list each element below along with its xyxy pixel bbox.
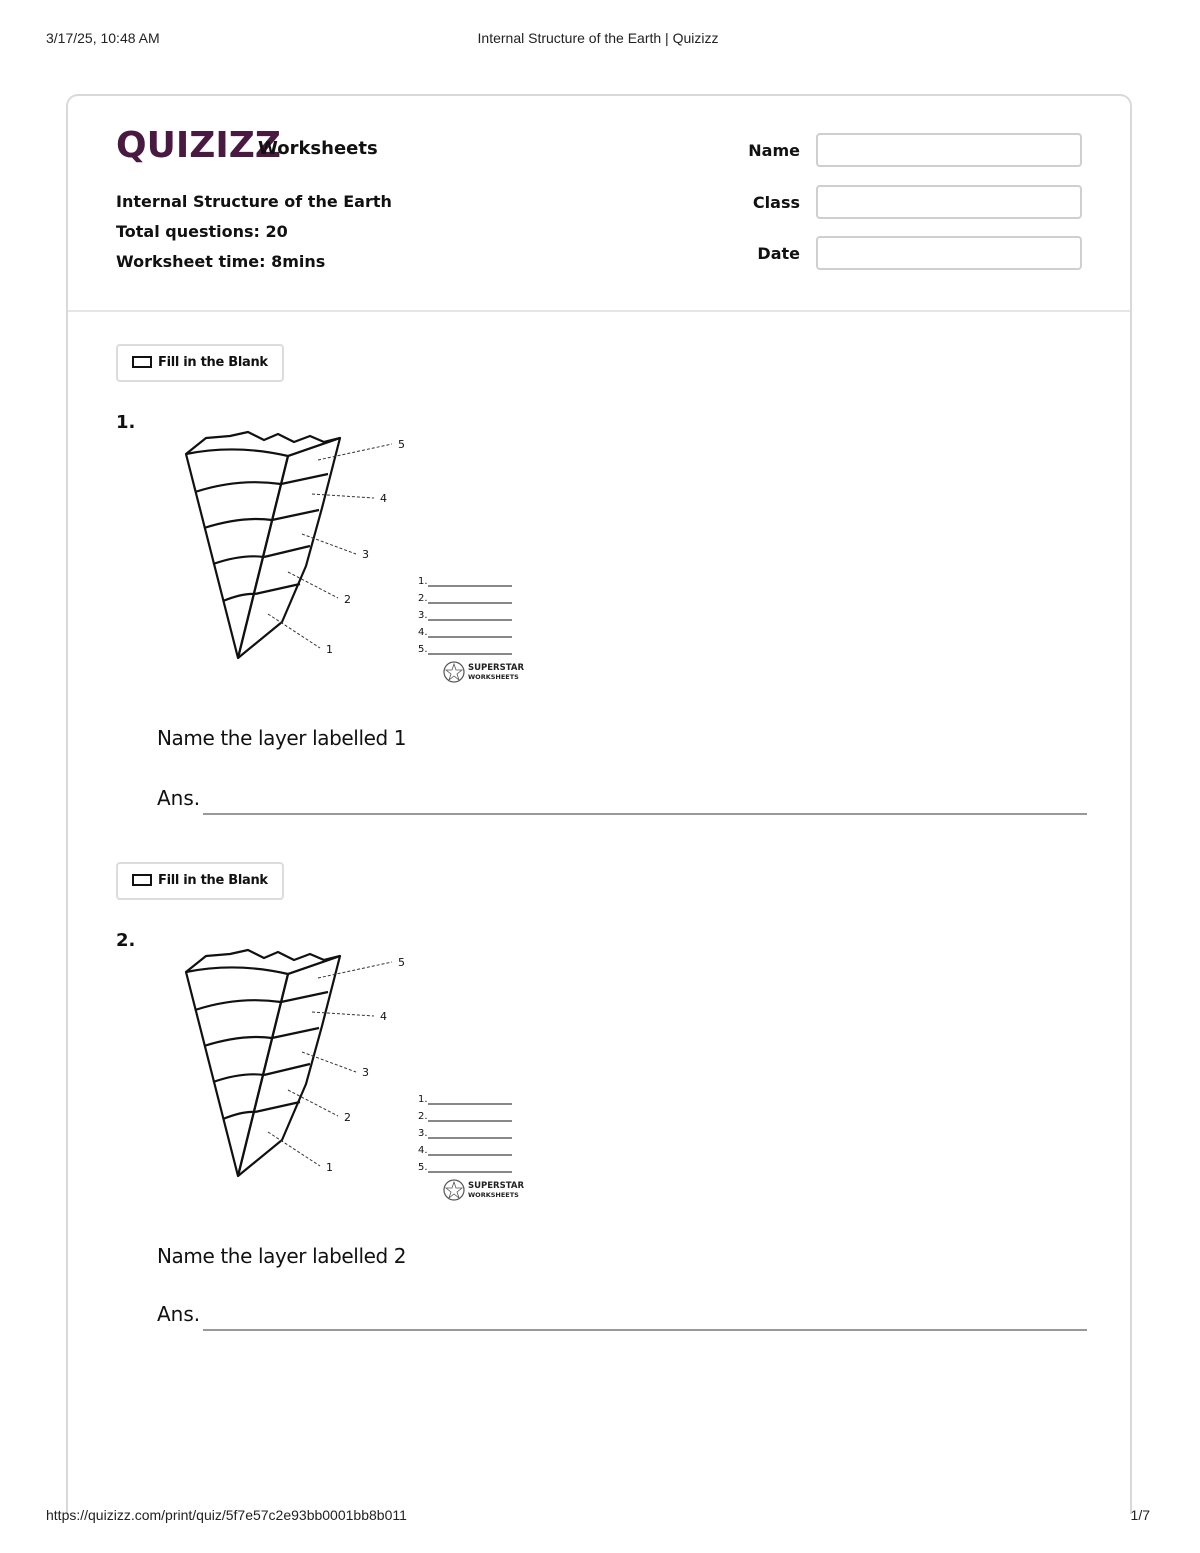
worksheet-header — [68, 96, 1130, 312]
answer-row — [157, 786, 1087, 816]
answer-line[interactable] — [203, 1329, 1087, 1331]
blank-1-label: 1. — [418, 1094, 428, 1105]
callout-5: 5 — [398, 956, 405, 969]
question-number: 2. — [116, 930, 136, 951]
answer-label: Ans. — [157, 786, 201, 810]
back-edge — [238, 438, 340, 658]
superstar-logo-icon — [444, 662, 524, 682]
blank-3-label: 3. — [418, 610, 428, 621]
class-label: Class — [752, 193, 800, 212]
name-field-row — [742, 133, 1082, 169]
callout-1: 1 — [326, 643, 333, 656]
earth-layers-diagram — [178, 944, 528, 1214]
date-field-row — [742, 236, 1082, 272]
surface-edge — [186, 449, 288, 456]
blank-box-icon — [132, 874, 152, 886]
page-number: 1/7 — [1130, 1507, 1150, 1523]
surface-edge — [186, 967, 288, 974]
question-type-badge — [116, 862, 284, 900]
date-field[interactable] — [816, 236, 1082, 270]
question-type-label: Fill in the Blank — [158, 355, 268, 370]
print-header — [46, 30, 1150, 50]
quizizz-logo: QUIZIZZ — [116, 125, 281, 166]
credit-line-1: SUPERSTAR — [468, 1181, 524, 1191]
credit-line-1: SUPERSTAR — [468, 663, 524, 673]
wedge-outline — [186, 432, 340, 658]
callout-4: 4 — [380, 1010, 387, 1023]
question-text: Name the layer labelled 2 — [157, 1244, 407, 1268]
name-field[interactable] — [816, 133, 1082, 167]
callout-3: 3 — [362, 548, 369, 561]
callout-2: 2 — [344, 593, 351, 606]
superstar-logo-icon — [444, 1180, 524, 1200]
question-type-label: Fill in the Blank — [158, 873, 268, 888]
callout-2: 2 — [344, 1111, 351, 1124]
worksheet-time: Worksheet time: 8mins — [116, 252, 326, 271]
worksheet-title: Internal Structure of the Earth — [116, 192, 392, 211]
date-label: Date — [757, 244, 800, 263]
worksheet-card — [66, 94, 1132, 1514]
credit-line-2: WORKSHEETS — [468, 1191, 519, 1199]
earth-layers-diagram — [178, 426, 528, 696]
blank-3-label: 3. — [418, 1128, 428, 1139]
print-footer — [46, 1507, 1150, 1527]
blank-box-icon — [132, 356, 152, 368]
question-number: 1. — [116, 412, 136, 433]
print-url: https://quizizz.com/print/quiz/5f7e57c2e93bb0001bb8b011 — [46, 1507, 407, 1523]
answer-row — [157, 1302, 1087, 1332]
print-page-title: Internal Structure of the Earth | Quizizz — [477, 30, 719, 46]
name-label: Name — [748, 141, 800, 160]
back-edge — [238, 956, 340, 1176]
answer-label: Ans. — [157, 1302, 201, 1326]
callout-5: 5 — [398, 438, 405, 451]
callout-3: 3 — [362, 1066, 369, 1079]
credit-line-2: WORKSHEETS — [468, 673, 519, 681]
question-type-badge — [116, 344, 284, 382]
total-questions: Total questions: 20 — [116, 222, 288, 241]
blank-5-label: 5. — [418, 644, 428, 655]
blank-4-label: 4. — [418, 1145, 428, 1156]
callout-4: 4 — [380, 492, 387, 505]
blank-1-label: 1. — [418, 576, 428, 587]
blank-2-label: 2. — [418, 1111, 428, 1122]
answer-line[interactable] — [203, 813, 1087, 815]
callout-1: 1 — [326, 1161, 333, 1174]
class-field[interactable] — [816, 185, 1082, 219]
brand-subtitle: Worksheets — [258, 138, 378, 159]
question-text: Name the layer labelled 1 — [157, 726, 407, 750]
print-timestamp: 3/17/25, 10:48 AM — [46, 30, 160, 46]
wedge-outline — [186, 950, 340, 1176]
blank-5-label: 5. — [418, 1162, 428, 1173]
blank-4-label: 4. — [418, 627, 428, 638]
blank-2-label: 2. — [418, 593, 428, 604]
class-field-row — [742, 185, 1082, 221]
